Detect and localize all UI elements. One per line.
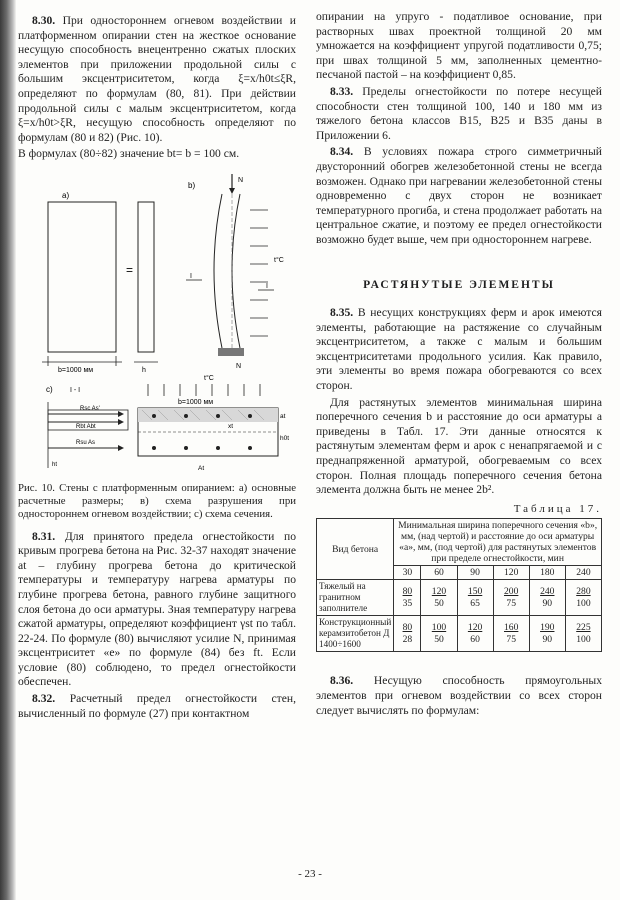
wall-side-view [138, 202, 154, 352]
heat-arrows-c [148, 384, 260, 396]
fig-section-ii: I - I [70, 386, 81, 394]
fig-equal-sign: = [126, 262, 134, 277]
table-limit: 120 [493, 566, 529, 580]
paragraph-8-36: 8.36. Несущую способность прямоугольных элементов при огневом воздействии со всех сторон следует вычислять по формулам: [316, 674, 602, 717]
right-column [316, 10, 602, 720]
paragraph-8-35-b: Для растянутых элементов минимальная ширина поперечного сечения b и расстояние до оси арматуры a приведены в Табл. 17. Эти данные относятся к растянутым элементам ферм и арок с ненапрягаемой и с преднапряженной арматурой, обогреваемым со всех сторон. Полная площадь поперечного сечения бетона элемента должна быть не менее 2b². [316, 395, 602, 497]
fig-t-label-2: t°C [204, 374, 214, 382]
deflected-wall-left [214, 194, 222, 348]
heat-arrows-b [250, 210, 268, 336]
table-limit: 30 [394, 566, 421, 580]
left-column [18, 14, 296, 723]
fig-xt: xt [228, 422, 234, 430]
table-header-concrete: Вид бетона [317, 519, 394, 580]
paragraph-8-34: 8.34. В условиях пожара строго симметричный двусторонний обогрев железобетонной стены не всегда возможен. Однако при нагревании железобетонной стены одновременно с двух сторон не возникает температурного прогиба, и стена продолжает работать на центральное сжатие, и поэтому ее предел огнестойкости возможно будет выше, чем при одностороннем нагреве. [316, 145, 603, 246]
table-row: Конструкционный керамзитобетон Д 1400÷1600 80 28 100 50 120 60 160 75 190 90 225 100 [317, 616, 602, 652]
table-17 [316, 518, 602, 652]
fig-width-a: b=1000 мм [58, 366, 94, 374]
table-limit: 240 [565, 566, 601, 580]
table-limit: 90 [457, 566, 493, 580]
fig-label-a: а) [62, 190, 70, 200]
fig-n-top: N [238, 176, 244, 184]
fig-n-bottom: N [236, 362, 242, 370]
heated-layer [138, 408, 278, 422]
fig-label-b: b) [188, 180, 196, 190]
figure-10-caption: Рис. 10. Стены с платформенным опиранием: а) основные расчетные размеры; в) схема разрушения при одностороннем огневом воздействии; с) схема сечения. [18, 481, 296, 521]
fig-rbt: Rbt Abt [76, 423, 96, 430]
fig-width-c: b=1000 мм [178, 398, 214, 406]
section-title: РАСТЯНУТЫЕ ЭЛЕМЕНТЫ [363, 278, 555, 291]
table-header-limits: Минимальная ширина поперечного сечения «b», мм, (над чертой) и расстояние до оси арматуры «а», мм, (под чертой) для растянутых элементов при пределе огнестойкости, мин [394, 519, 602, 566]
deflected-wall-right [232, 194, 240, 348]
base-support [218, 348, 244, 356]
fig-rsc: Rsc As' [80, 405, 100, 412]
fig-section-mark-2: I [266, 282, 268, 290]
paragraph-8-35: 8.35. В несущих конструкциях ферм и арок имеются элементы, работающие на растяжение со случайным эксцентриситетом, а также с малым и большим эксцентриситетами продольного усилия. Как правило, эти элементы во время пожара обогреваются со всех сторон. [316, 306, 602, 393]
fig-h0t: h0t [280, 434, 290, 442]
paragraph-8-32: 8.32. Расчетный предел огнестойкости стен, вычисленный по формуле (27) при контактном [18, 692, 296, 720]
fig-at-bottom: At [198, 464, 205, 472]
fig-width-b: h [142, 366, 146, 374]
page-number: - 23 - [298, 868, 322, 880]
fig-rsu: Rsu As [76, 439, 96, 446]
table-limit: 60 [421, 566, 457, 580]
table-row-name: Тяжелый на гранитном заполнителе [317, 580, 394, 616]
fig-at: at [280, 412, 286, 420]
fig-t-label: t°C [274, 256, 284, 264]
wall-front-view [48, 202, 116, 352]
paragraph-8-31: 8.31. Для принятого предела огнестойкости по кривым прогрева бетона на Рис. 32-37 находят значение at – глубину прогрева бетона до критической температуры и температуру нагрева арматуры по глубине прогрева бетона, равного глубине защитного слоя бетона до оси арматуры. Зная температуру нагрева сжатой арматуры, определяют коэффициент γst по табл. 22-24. По формуле (80) вычисляют усилие N, принимая эксцентриситет «e» по формуле (84) без ft. Если условие (80) соблюдено, то предел огнестойкости обеспечен. [18, 529, 297, 689]
table-limit: 180 [529, 566, 565, 580]
paragraph-8-30: 8.30. При одностороннем огневом воздействии и платформенном опирании стен на жесткое основание несущую способность внецентренно сжатых плоских элементов при приложении продольной силы с большим эксцентриситетом, когда ξ=x/h0t≤ξR, определяют по формулам (80, 81). При действии продольной силы с малым эксцентриситетом, когда ξ=x/h0t>ξR, несущую способность определяют по формулам (80 и 82) (Рис. 10). [18, 14, 297, 144]
paragraph-8-32-continued: опирании на упруго - податливое основание, при растворных швах проектной толщиной 20 мм умножается на коэффициент упругой податливости 0,75; при швах толщиной 5 мм, заполненных цементно-песчаной пастой – на коэффициент 0,85. [316, 10, 602, 82]
table-row: Тяжелый на гранитном заполнителе 80 35 120 50 150 65 200 75 240 90 280 100 [317, 580, 602, 616]
fig-ht: ht [52, 461, 58, 468]
figure-10-drawing [18, 170, 296, 476]
book-spine-shadow [0, 0, 16, 900]
paragraph-8-33: 8.33. Пределы огнестойкости по потере несущей способности стен толщиной 100, 140 и 180 мм из тяжелого бетона классов B15, B25 и B35 даны в Приложении 6. [316, 84, 602, 142]
figure-10 [18, 170, 296, 476]
table-title: Таблица 17. [513, 502, 602, 515]
fig-section-mark: I [190, 272, 192, 280]
table-row-name: Конструкционный керамзитобетон Д 1400÷1600 [317, 616, 394, 652]
paragraph-8-30-tail: В формулах (80÷82) значение bt= b = 100 см. [18, 147, 240, 161]
fig-label-c: с) [46, 384, 53, 394]
